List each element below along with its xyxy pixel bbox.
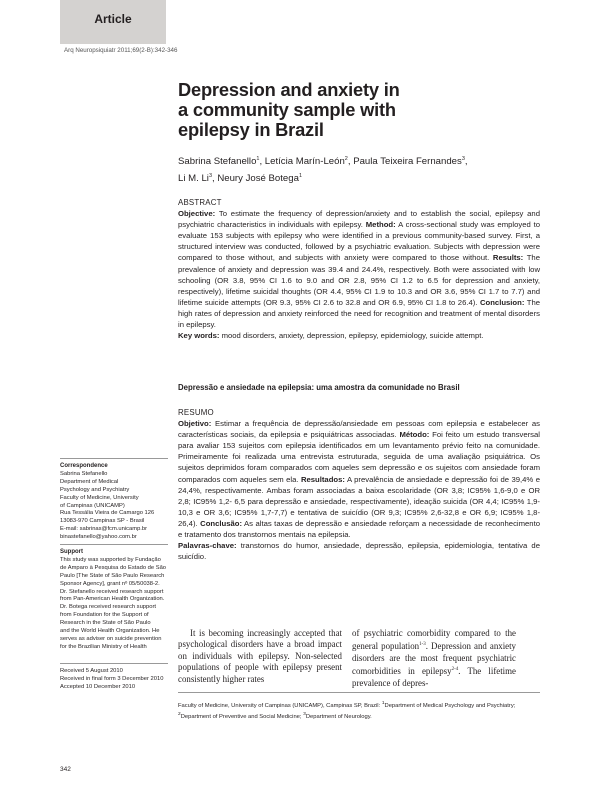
title-line-2: a community sample with [178,98,396,120]
conclusao-label: Conclusão: [200,518,242,528]
palavras-text: transtornos do humor, ansiedade, depressão, epilepsia, epidemiologia, tentativa de suicídio. [178,541,540,562]
footnote-text: Faculty of Medicine, University of Campinas (UNICAMP), Campinas SP, Brazil: [178,702,382,709]
dates-block [60,668,172,692]
correspondence-line: Psychology and Psychiatry [60,486,130,493]
title-line-1: Depression and anxiety in [178,79,400,100]
affiliations-footnote [178,700,540,721]
keywords-label: Key words: [178,331,220,341]
abstract-heading: ABSTRACT [178,198,222,207]
correspondence-line: Faculty of Medicine, University [60,494,139,501]
support-line: de Amparo à Pesquisa do Estado de São [60,564,167,571]
author-name: Li M. Li [178,173,209,185]
resumo [178,407,540,562]
author-affiliation: 3 [461,156,465,162]
support-line: serves as adviser on suicide prevention [60,635,162,642]
metodo-label: Método: [399,430,430,440]
resumo-body [178,418,540,540]
section-tab-label: Article [94,12,132,26]
accepted-date: Accepted 10 December 2010 [60,683,136,690]
support-line: from Foundation for the Support of [60,612,149,619]
correspondence-line: Rua Tessália Vieira de Camargo 126 [60,510,155,517]
author-name: Sabrina Stefanello [178,156,257,168]
method-text: A cross-sectional study was employed to evaluate 153 subjects with epilepsy who were identified in a previous community-based survey. First, a structured interview was conducted, followed by a psychiatric evaluation. Subjects with depression were compared to those without, and subjects with anxiety were compared to those without. [178,220,540,263]
correspondence-heading: Correspondence [60,463,108,469]
footnote-text: Department of Medical Psychology and Psychiatry; [384,702,516,709]
keywords-text: mood disorders, anxiety, depression, epilepsy, epidemiology, suicide attempt. [219,331,484,341]
objective-label: Objective: [178,209,216,219]
page-number: 342 [60,766,71,773]
footnote-rule [178,692,540,693]
section-tab [60,0,166,44]
support-line: Paulo [The State of São Paulo Research [60,572,165,579]
palavras-chave [178,540,540,562]
tab-divider [60,45,166,46]
sidebar-rule [60,663,168,664]
citation: 2-4 [451,667,459,673]
author-name: , Neury José Botega [212,173,299,185]
received-date: Received 5 August 2010 [60,668,123,674]
body-column-1: It is becoming increasingly accepted that psychological disorders have a broad impact on individuals with epilepsy. Non-selected populations of people with epilepsy present consistently higher rates [178,628,342,684]
author-affiliation: 2 [344,156,348,162]
support-line: for the Brazilian Ministry of Health [60,643,147,650]
support-line: from Pan-American Health Organization. [60,596,165,603]
correspondence-line: E-mail: sabrinas@fcm.unicamp.br [60,526,148,533]
author-affiliation: 3 [208,173,212,180]
support-line: This study was supported by Fundação [60,556,161,563]
support-line: Dr. Stefanello received research support [60,588,164,595]
author-name: , Paula Teixeira Fernandes [347,156,462,168]
body-text: of psychiatric comorbidity compared to the general population [352,628,516,652]
title-line-3: epilepsy in Brazil [178,118,324,140]
correspondence-block [60,463,172,542]
support-line: Research in the State of São Paulo [60,620,151,627]
keywords [178,330,540,341]
footnote-sup: 2 [178,711,181,717]
correspondence-line: binastefanello@yahoo.com.br [60,534,137,541]
conclusao-text: As altas taxas de depressão e ansiedade reforçam a necessidade de reconhecimento e tratamento dos transtornos mentais na epilepsia. [178,518,540,540]
sidebar-rule [60,544,168,545]
author-affiliation: 1 [298,173,302,180]
support-heading: Support [60,549,83,555]
correspondence-line: of Campinas (UNICAMP) [60,502,125,509]
results-label: Results: [492,253,524,263]
article-title [178,80,478,139]
journal-reference: Arq Neuropsiquiatr 2011;69(2-B):342-346 [64,47,178,54]
body-text: . The lifetime prevalence of depres- [352,666,516,688]
correspondence-line: Sabrina Stefanello [60,470,108,477]
portuguese-title: Depressão e ansiedade na epilepsia: uma amostra da comunidade no Brasil [178,383,460,392]
support-block [60,549,172,652]
support-line: Dr. Botega received research support [60,604,157,611]
author-name: , Letícia Marín-León [259,156,345,168]
footnote-sup: 1 [381,701,385,706]
footnote-text: Department of Neurology. [305,713,372,720]
resumo-heading: RESUMO [178,408,214,417]
author-affiliation: 1 [256,156,260,162]
resultados-label: Resultados: [300,474,345,484]
objective-text: To estimate the frequency of depression/anxiety and to establish the social, epilepsy and psychiatric characteristics in individuals with epilepsy. [178,209,540,230]
conclusion-label: Conclusion: [479,297,525,307]
sidebar-rule [60,458,168,459]
support-line: and the World Health Organization. He [60,628,160,635]
conclusion-text: The high rates of depression and anxiety reinforced the need for recognition and treatment of mental disorders in epilepsy. [178,297,541,330]
resultados-text: A prevalência de ansiedade e depressão foi de 39,4% e 24,4%, respectivamente. Ambas foram associadas a baixa escolaridade (OR 3,8; IC95% 1,6-9,0 e OR 2,8; IC95% 1,2- 6,5 para depressão e ansiedade, respectivamente), ideação suicida (OR 4,4; IC95% 1,9-10,3 e OR 3,6; IC95% 1,7-7,7) e tentativa de suicídio (OR 9,3; IC95% 2,6-32,8 e OR 6,9; IC95% 1,8-26,4). [178,474,540,528]
footnote-text: Department of Preventive and Social Medicine; [180,713,304,720]
footnote-sup: 3 [303,711,306,717]
abstract [178,197,540,341]
body-column-2 [352,628,516,689]
correspondence-line: 13083-970 Campinas SP - Brasil [60,518,145,525]
author-list: Sabrina Stefanello$^1$, Letícia Marín-León$^2$, Paula Teixeira Fernandes$^3$, Li M. Li$^3$, Neury José Botega$^1$ [178,156,468,185]
metodo-text: Foi feito um estudo transversal para avaliar 153 sujeitos com epilepsia identificados em um levantamento prévio feito na comunidade. Primeiramente foi realizada uma entrevista estruturada, seguida de uma avaliação psiquiátrica. Os sujeitos deprimidos foram comparados com aqueles sem depressão e os sujeitos com ansiedade foram comparados com aqueles sem ela. [178,430,540,484]
abstract-body [178,208,540,330]
method-label: Method: [365,220,396,230]
citation: 1-3 [419,642,426,648]
revised-date: Received in final form 3 December 2010 [60,675,164,682]
body-text: . Depression and anxiety disorders are the most frequent psychiatric comorbidities in epilepsy [352,641,516,677]
support-line: Sponsor Agency], grant nº 05/50038-2. [60,580,160,587]
objetivo-label: Objetivo: [178,419,212,429]
palavras-label: Palavras-chave: [178,541,237,551]
results-text: The prevalence of anxiety and depression was 39.4 and 24.4%, respectively. Both were associated with low schooling (OR 3.8, 95% CI 1.6 to 9.0 and OR 2.8, 95% CI 1.2 to 6.5 for depression and anxiety, respectively), lifetime suicidal thoughts (OR 4.4, 95% CI 1.9 to 10.3 and OR 3.6, 95% CI 1.7 to 7.7) and lifetime suicide attempts (OR 9.3, 95% CI 2.6 to 32.8 and OR 6.9, 95% CI 1.8 to 26.4). [178,253,540,307]
correspondence-line: Department of Medical [60,478,119,485]
objetivo-text: Estimar a frequência de depressão/ansiedade em pessoas com epilepsia e estabelecer as características sociais, da epilepsia e psiquiátricas associadas. [178,419,540,440]
